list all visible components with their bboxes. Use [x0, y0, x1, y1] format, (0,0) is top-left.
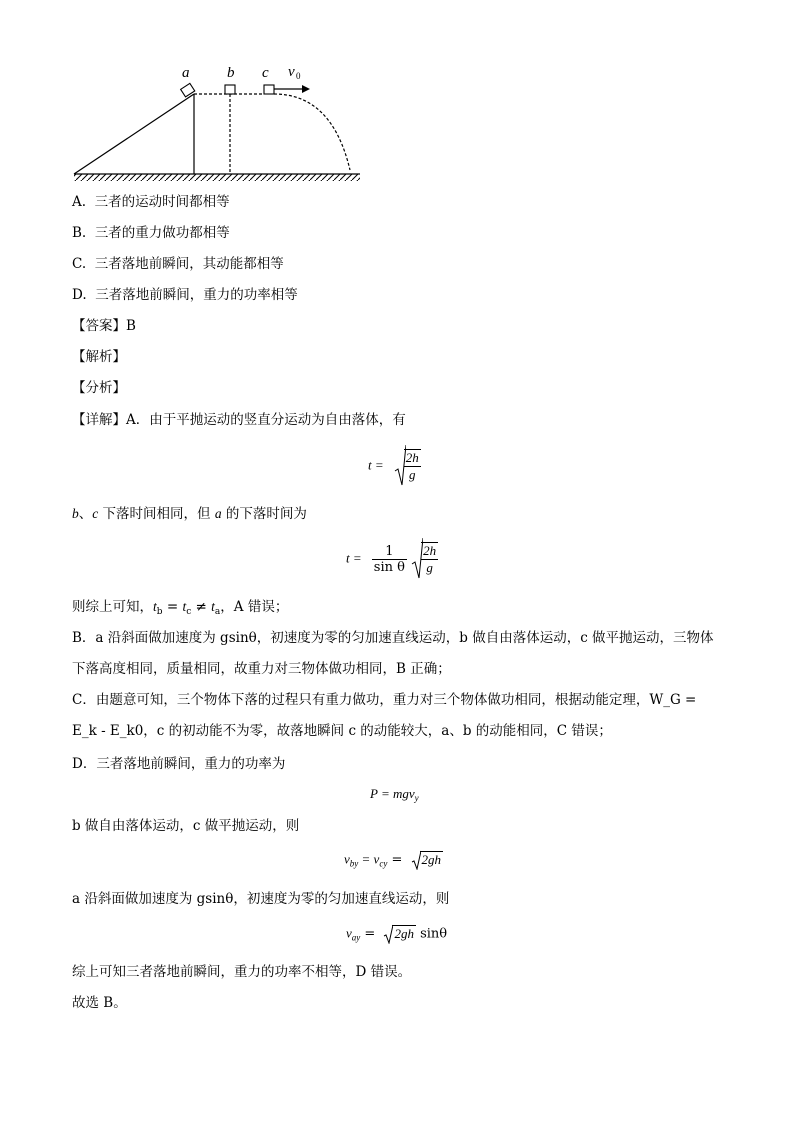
- label-v: v: [288, 64, 295, 80]
- eq3-main: P = mgv: [370, 786, 415, 801]
- option-text: 三者的运动时间都相等: [94, 194, 230, 210]
- var-c: c: [92, 506, 99, 521]
- equation-5: [346, 924, 447, 944]
- option-c: [72, 254, 284, 274]
- projectile-figure: [70, 60, 370, 190]
- detail-d-intro: D．三者落地前瞬间，重力的功率为: [72, 756, 286, 772]
- option-d: [72, 285, 298, 305]
- final-choice: 故选 B。: [72, 995, 127, 1011]
- eq4-sub2: cy: [379, 858, 388, 869]
- answer-value: B: [126, 318, 136, 334]
- block-b: [225, 85, 235, 94]
- eq5-lhs: v: [346, 925, 352, 941]
- label-c: c: [262, 65, 269, 81]
- conclusion-a: 则综上可知，$t_b = t_c \ne t_a$，A 错误；: [72, 599, 289, 617]
- eq2-lhs: t =: [346, 550, 362, 566]
- label-a: a: [182, 65, 190, 81]
- conclusion-a-text-2: ，A 错误；: [220, 599, 289, 615]
- eq4-sub1: by: [349, 858, 359, 869]
- arrow-head: [302, 85, 310, 93]
- equation-3: [370, 786, 419, 803]
- bc-text-2: 下落时间相同，但: [98, 506, 215, 522]
- equation-4: [344, 850, 443, 870]
- detail-c: C．由题意可知，三个物体下落的过程只有重力做功，重力对三个物体做功相同，根据动能定理，W_G = E_k - E_k0，c 的初动能不为零，故落地瞬间 c 的动能较大，a、b 的动能相同，C 错误；: [72, 692, 697, 739]
- label-v-sub: 0: [296, 71, 301, 81]
- equation-2: [346, 538, 438, 580]
- answer-label: 【答案】: [72, 318, 126, 334]
- a-motion-line: a 沿斜面做加速度为 gsinθ，初速度为零的匀加速直线运动，则: [72, 891, 450, 907]
- eq2-den: sin θ: [373, 559, 405, 575]
- final-conclusion: 综上可知三者落地前瞬间，重力的功率不相等，D 错误。: [72, 964, 412, 980]
- eq5-sub: ay: [351, 932, 361, 943]
- analysis-label: 【解析】: [72, 349, 126, 365]
- eq4-lhs: v: [344, 851, 350, 867]
- option-a: [72, 192, 230, 212]
- fenxi-label: 【分析】: [72, 380, 126, 396]
- detail-a-intro: [72, 410, 406, 430]
- eq1-den: g: [409, 467, 416, 482]
- var-b: b: [72, 506, 79, 521]
- conclusion-a-text-1: 则综上可知，: [72, 599, 153, 615]
- eq2-num: 1: [372, 544, 407, 560]
- eq4-eq: =: [387, 852, 403, 868]
- incline: [74, 94, 194, 174]
- eq4-mid: = v: [358, 851, 380, 867]
- option-text: 三者落地前瞬间，重力的功率相等: [95, 287, 298, 303]
- bc-time-line: [72, 504, 307, 524]
- label-b: b: [227, 65, 235, 81]
- detail-label: 【详解】: [72, 412, 126, 428]
- equation-1: [368, 445, 421, 487]
- eq2-rfrac: [421, 542, 438, 576]
- eq5-radicand: 2gh: [394, 925, 414, 941]
- parabola-trajectory: [274, 94, 350, 170]
- answer-line: [72, 316, 136, 336]
- eq2-rden: g: [426, 560, 433, 575]
- option-letter: D.: [72, 287, 87, 303]
- detail-a-text: A．由于平抛运动的竖直分运动为自由落体，有: [126, 412, 406, 428]
- option-text: 三者落地前瞬间，其动能都相等: [94, 256, 284, 272]
- bc-text-1: 、: [78, 506, 93, 522]
- ground-hatch: [74, 174, 360, 181]
- eq2-frac: [372, 544, 407, 575]
- option-b: [72, 223, 230, 243]
- eq2-rnum: 2h: [423, 543, 437, 558]
- eq3-sub: y: [414, 793, 419, 803]
- option-letter: C.: [72, 256, 87, 272]
- var-a: a: [214, 506, 222, 521]
- bc-text-3: 的下落时间为: [221, 506, 307, 522]
- bc-motion-line: b 做自由落体运动，c 做平抛运动，则: [72, 818, 300, 834]
- eq5-tail: sinθ: [415, 926, 448, 942]
- eq5-eq: =: [360, 926, 376, 942]
- eq1-frac: [404, 449, 421, 483]
- option-letter: A.: [72, 194, 87, 210]
- eq1-lhs: t =: [368, 457, 384, 473]
- option-text: 三者的重力做功都相等: [94, 225, 230, 241]
- eq1-num: 2h: [405, 450, 419, 465]
- sqrt-sign-icon: [411, 850, 421, 870]
- option-letter: B.: [72, 225, 87, 241]
- block-c: [264, 85, 274, 94]
- eq4-radicand: 2gh: [421, 851, 441, 867]
- detail-b: B．a 沿斜面做加速度为 gsinθ，初速度为零的匀加速直线运动，b 做自由落体运动，c 做平抛运动，三物体下落高度相同，质量相同，故重力对三物体做功相同，B 正确；: [72, 630, 714, 677]
